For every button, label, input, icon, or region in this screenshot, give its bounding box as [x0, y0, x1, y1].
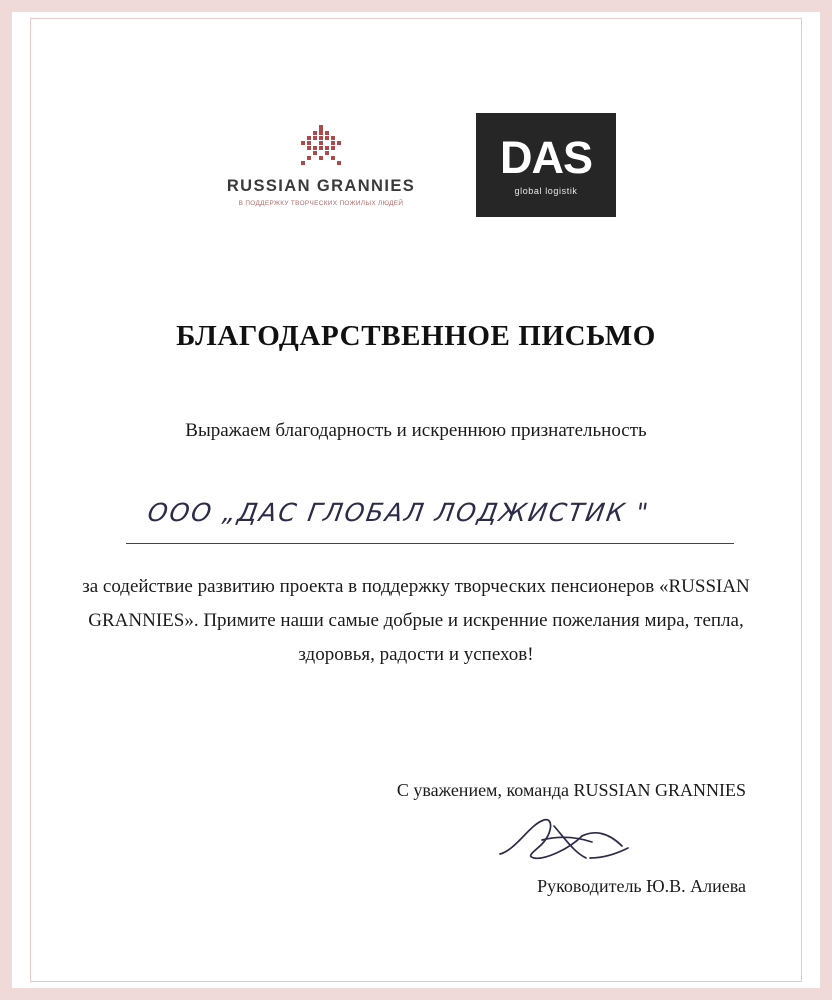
das-subtitle: global logistik: [514, 185, 578, 196]
logo-row: [40, 113, 792, 217]
ornament-mark-icon: [298, 123, 344, 169]
russian-grannies-tagline: В ПОДДЕРЖКУ ТВОРЧЕСКИХ ПОЖИЛЫХ ЛЮДЕЙ: [238, 200, 404, 207]
recipient-handwritten-text: ООО „ДАС ГЛОБАЛ ЛОДЖИСТИК ": [145, 498, 652, 527]
signer-role: Руководитель Ю.В. Алиева: [537, 876, 746, 896]
das-logo: [476, 113, 616, 217]
recipient-field: [80, 498, 752, 558]
signature-mark: [482, 806, 642, 876]
page-title: БЛАГОДАРСТВЕННОЕ ПИСЬМО: [176, 320, 656, 352]
russian-grannies-wordmark: RUSSIAN GRANNIES: [226, 177, 416, 195]
russian-grannies-logo: [216, 123, 426, 207]
body-text: за содействие развитию проекта в поддержку творческих пенсионеров «RUSSIAN GRANNIES». Примите наши самые добрые и искренние пожелания мира, тепла, здоровья, радости и успехов!: [82, 576, 750, 665]
lead-text: Выражаем благодарность и искреннюю признательность: [185, 420, 647, 441]
certificate-content: [40, 28, 792, 972]
signoff-text: С уважением, команда RUSSIAN GRANNIES: [396, 780, 746, 800]
recipient-underline: [126, 543, 734, 544]
das-wordmark: DAS: [499, 131, 592, 183]
